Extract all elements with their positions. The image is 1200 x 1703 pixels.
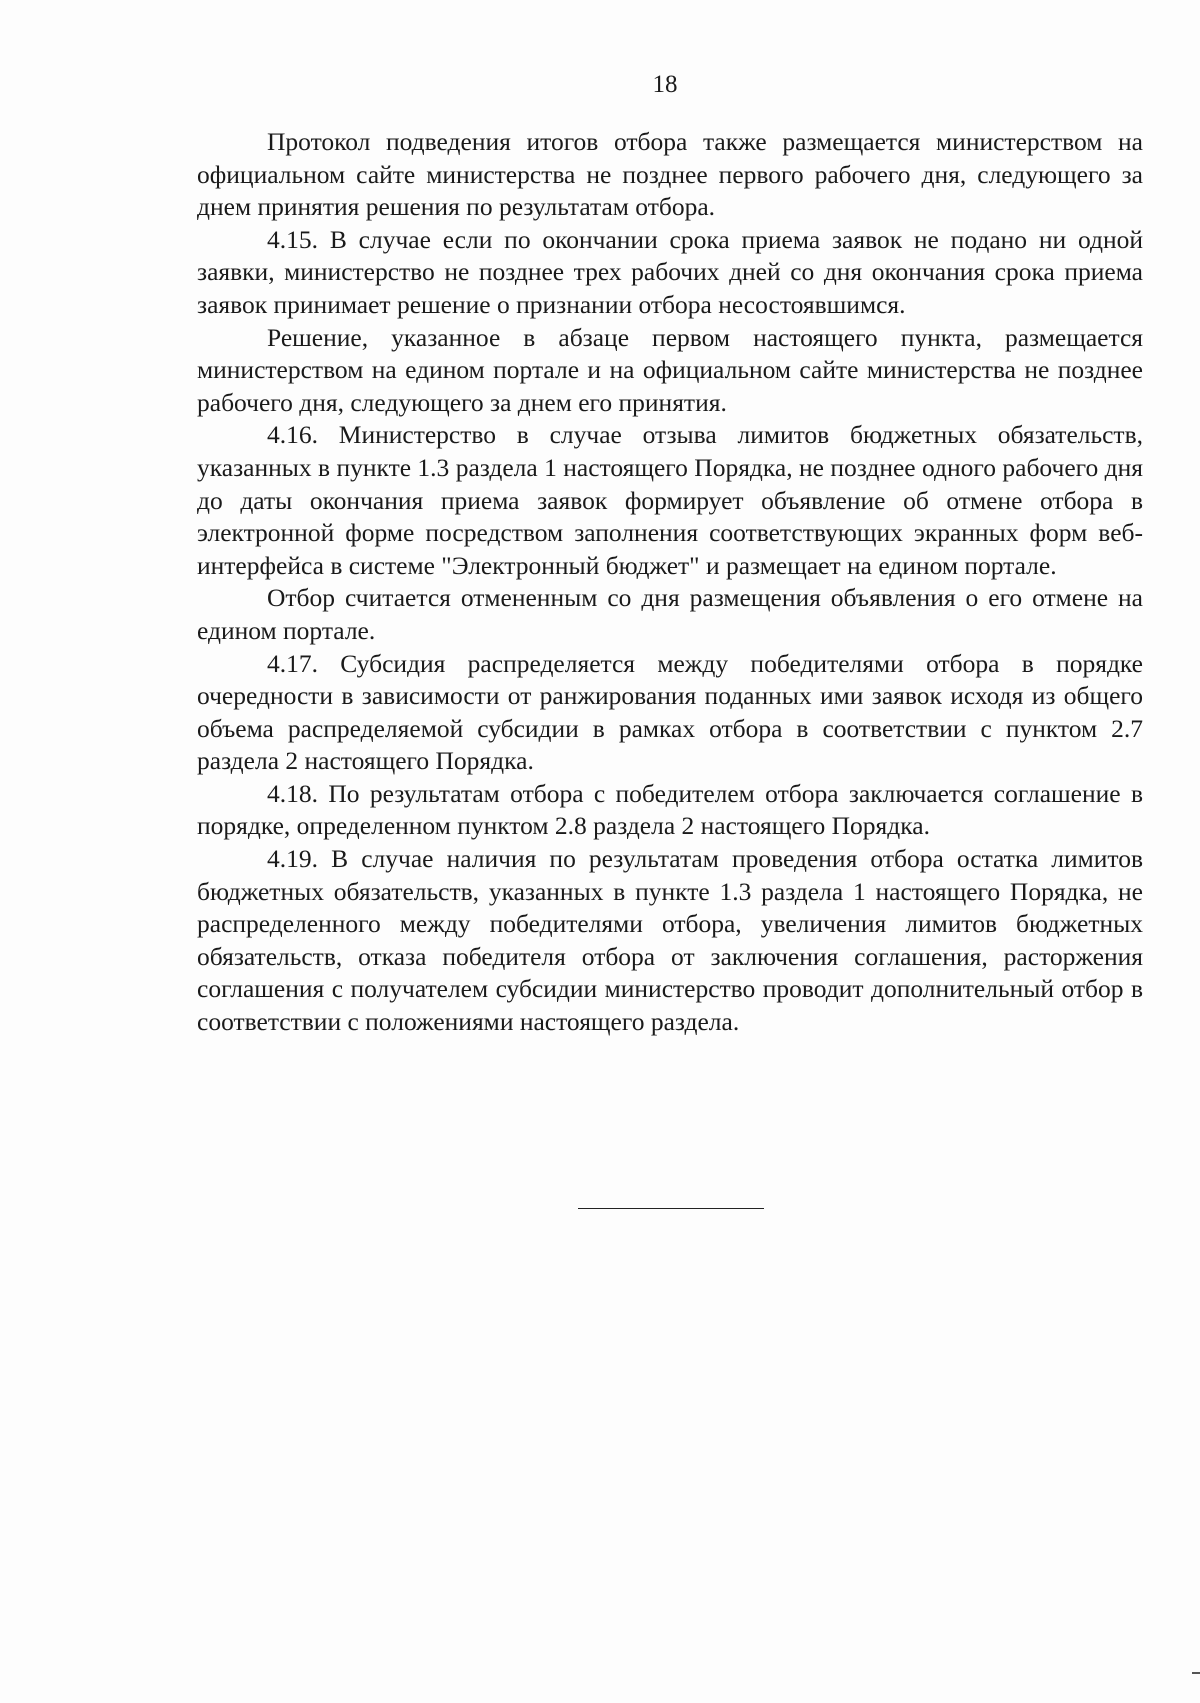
- paragraph-4-17: 4.17. Субсидия распределяется между победителями отбора в порядке очередности в зависимости от ранжирования поданных ими заявок исходя из общего объема распределяемой субсидии в рамках отбора в соответствии с пунктом 2.7 раздела 2 настоящего Порядка.: [197, 648, 1143, 776]
- paragraph-4-16: 4.16. Министерство в случае отзыва лимитов бюджетных обязательств, указанных в пункте 1.3 раздела 1 настоящего Порядка, не позднее одного рабочего дня до даты окончания приема заявок формирует объявление об отмене отбора в электронной форме посредством заполнения соответствующих экранных форм веб-интерфейса в системе "Электронный бюджет" и размещает на едином портале.: [197, 420, 1143, 580]
- paragraph-4-15: 4.15. В случае если по окончании срока приема заявок не подано ни одной заявки, министерство не позднее трех рабочих дней со дня окончания срока приема заявок принимает решение о признании отбора несостоявшимся.: [197, 224, 1143, 319]
- paragraph-protocol-publication: Протокол подведения итогов отбора также размещается министерством на официальном сайте министерства не позднее первого рабочего дня, следующего за днем принятия решения по результатам отбора.: [197, 127, 1143, 222]
- paragraph-4-18: 4.18. По результатам отбора с победителем отбора заключается соглашение в порядке, определенном пунктом 2.8 раздела 2 настоящего Порядка.: [197, 778, 1143, 841]
- scan-edge-mark: [1192, 1672, 1200, 1674]
- end-of-text-rule: [578, 1208, 764, 1209]
- paragraph-decision-publication: Решение, указанное в абзаце первом настоящего пункта, размещается министерством на едином портале и на официальном сайте министерства не позднее рабочего дня, следующего за днем его принятия.: [197, 322, 1143, 417]
- paragraph-4-19: 4.19. В случае наличия по результатам проведения отбора остатка лимитов бюджетных обязательств, указанных в пункте 1.3 раздела 1 настоящего Порядка, не распределенного между победителями отбора, увеличения лимитов бюджетных обязательств, отказа победителя отбора от заключения соглашения, расторжения соглашения с получателем субсидии министерство проводит дополнительный отбор в соответствии с положениями настоящего раздела.: [197, 844, 1143, 1037]
- document-body: [197, 126, 1143, 1039]
- page-number: 18: [652, 71, 678, 98]
- paragraph-selection-cancelled: Отбор считается отмененным со дня размещения объявления о его отмене на едином портале.: [197, 583, 1143, 645]
